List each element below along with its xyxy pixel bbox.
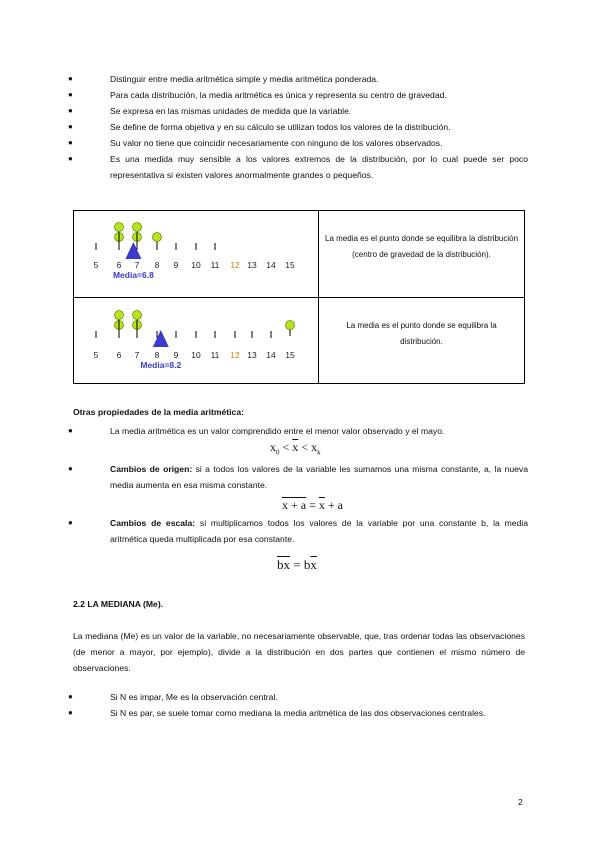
list-item-text: Cambios de escala: si multiplicamos todos los valores de la variable por una constante b, la media aritmética queda multiplicada por esa constante. [110,518,528,544]
axis-label: 15 [285,260,295,270]
axis-label: 6 [116,260,122,270]
data-ball [115,310,124,319]
formula-sub0: 0 [276,448,280,457]
list-item [68,705,528,721]
list-item [68,87,528,103]
axis-label: 15 [285,349,295,360]
dotplot-cell-2 [74,297,319,384]
bullet-icon: ● [68,138,73,147]
data-ball [133,310,142,319]
properties-list [68,71,528,183]
axis-label: 11 [210,349,220,360]
bullet-icon: ● [68,692,73,701]
formula-lt1: < [279,440,293,454]
list-item-text: Distinguir entre media aritmética simple y media aritmética ponderada. [110,74,379,84]
data-ball [115,223,124,232]
formula-x0: x [270,440,276,454]
data-ball [153,233,162,242]
median-heading: 2.2 LA MEDIANA (Me). [73,599,164,609]
axis-label: 8 [154,260,160,270]
dotplot-cell-1 [74,211,319,298]
axis-label: 7 [134,260,140,270]
page-number: 2 [518,797,523,807]
axis-label: 12 [230,260,240,270]
list-item [68,103,528,119]
bullet-icon: ● [68,106,73,115]
formula-origin-xbar: $\overline{x}$ [318,498,325,512]
table-row [74,211,525,298]
formula-bounds [270,440,321,456]
mean-label: Media=6.8 [112,270,154,280]
formula-scale-xbar: $\overline{x}$ [310,557,317,572]
median-paragraph: La mediana (Me) es un valor de la variable, no necesariamente observable, que, tras ordenar todas las observaciones (de menor a mayor, por ejemplo), divide a la distribución en dos partes que contienen el mismo número de observaciones. [73,631,525,673]
axis-label: 10 [191,349,201,360]
formula-origin-plus: + a [324,498,343,512]
axis-label: 5 [93,349,99,360]
formula-origin [282,498,343,513]
list-item-text: Se define de forma objetiva y en su cálculo se utilizan todos los valores de la distribución. [110,122,451,132]
other-properties-heading: Otras propiedades de la media aritmética: [73,407,244,417]
axis-label: 12 [230,349,240,360]
explanation-text-2: La media es el punto donde se equilibra la distribución. [346,320,497,346]
formula-xbar: $\overline{x}$ [292,440,299,454]
explanation-text-1: La media es el punto donde se equilibra la distribución (centro de gravedad de la distribución). [325,234,519,259]
axis-label: 7 [134,349,140,360]
bullet-icon: ● [68,426,73,435]
bullet-icon: ● [68,708,73,717]
formula-scale-eq: = [290,557,304,572]
axis-label: 13 [247,260,257,270]
mean-balance-table [73,210,525,384]
axis-label: 6 [116,349,122,360]
list-item [68,71,528,87]
bullet-icon: ● [68,90,73,99]
mean-triangle [153,330,169,347]
mean-label: Media=8.2 [140,359,182,370]
list-item-text: Cambios de origen: si a todos los valores de la variable les sumamos una misma constante, a, la nueva media aumenta en esa misma constante. [110,464,529,490]
explanation-cell-1 [319,211,525,298]
formula-scale [277,557,317,573]
axis-label: 8 [154,349,160,360]
list-item-text: Para cada distribución, la media aritmética es única y representa su centro de gravedad. [110,90,447,100]
formula-subk: k [317,448,321,457]
axis-label: 13 [247,349,257,360]
data-ball [286,320,295,329]
mean-triangle [125,242,141,259]
axis-label: 5 [93,260,99,270]
median-list [68,689,528,721]
list-item [68,461,529,493]
list-item-text: Se expresa en las mismas unidades de medida que la variable. [110,106,352,116]
axis-label: 9 [173,349,179,360]
formula-xk: x [311,440,318,454]
formula-lt2: < [298,440,312,454]
bullet-icon: ● [68,464,73,473]
list-item-text: Su valor no tiene que coincidir necesariamente con ninguno de los valores observados. [110,138,443,148]
axis-label: 14 [266,260,276,270]
axis-label: 14 [266,349,276,360]
axis-label: 11 [210,260,220,270]
list-item-text: La media aritmética es un valor comprendido entre el menor valor observado y el mayo. [110,426,445,436]
bullet-icon: ● [68,74,73,83]
list-item-text: Es una medida muy sensible a los valores extremos de la distribución, por lo cual puede ser poco representativa si existen valores anormalmente grandes o pequeños. [110,154,528,180]
formula-origin-lhs: x + a [282,498,307,512]
axis-label: 10 [191,260,201,270]
formula-scale-b: b [303,557,311,572]
table-row [74,297,525,384]
list-item [68,135,528,151]
list-item [68,515,528,547]
bullet-icon: ● [68,122,73,131]
list-item-text: Si N es par, se suele tomar como mediana la media aritmética de las dos observaciones centrales. [110,708,486,718]
list-item [68,119,528,135]
explanation-cell-2 [319,297,525,384]
data-ball [133,223,142,232]
formula-origin-eq: = [306,498,319,512]
list-item [68,689,528,705]
list-item [68,423,528,439]
dotplot-2 [74,298,318,386]
bullet-icon: ● [68,154,73,163]
bullet-icon: ● [68,518,73,527]
dotplot-1 [74,211,318,295]
list-item [68,151,528,183]
list-item-text: Si N es impar, Me es la observación central. [110,692,278,702]
axis-label: 9 [173,260,179,270]
formula-scale-lhs: $\overline{bx}$ [277,557,290,572]
